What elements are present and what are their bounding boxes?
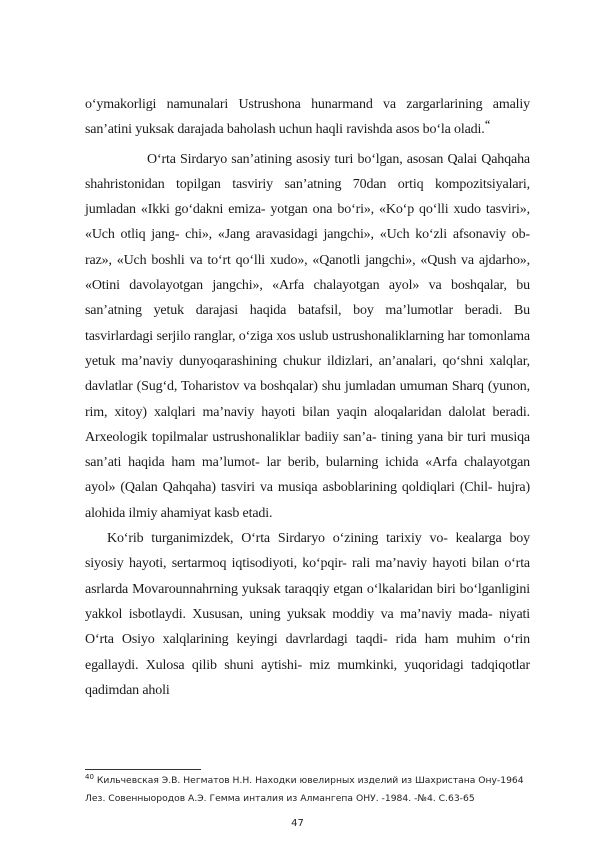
paragraph-3: Ko‘rib turganimizdek, O‘rta Sirdaryo o‘zining tarixiy vo- kealarga boy siyosiy hayoti, sertarmoq iqtisodiyoti, ko‘pqir- rali ma’naviy hayoti bilan o‘rta asrlarda Movarounnahrning yuksak taraqqiy etgan o‘lkalaridan biri bo‘lganligini yakkol isbotlaydi. Xususan, uning yuksak moddiy va ma’naviy mada- niyati O‘rta Osiyo xalqlarining keyingi davrlardagi taqdi- rida ham muhim o‘rin egallaydi. Xulosa qilib shuni aytishi- miz mumkinki, yuqoridagi tadqiqotlar qadimdan aholi — [85, 531, 530, 698]
footnote-number: 40 — [85, 772, 94, 781]
footnote-line-2: Лез. Совенныородов А.Э. Гемма инталия из Алмангепа ОНУ. -1984. -№4. С.63-65 — [85, 793, 475, 804]
footnote — [85, 772, 545, 808]
footnote-line-1 — [85, 772, 545, 790]
paragraph-2: O‘rta Sirdaryo san’atining asosiy turi bo‘lgan, asosan Qalai Qahqaha shahristonidan topilgan tasviriy san’atning 70dan ortiq kompozitsiyalari, jumladan «Ikki go‘dakni emiza- yotgan ona bo‘ri», «Ko‘p qo‘lli xudo tasviri», «Uch otliq jang- chi», «Jang aravasidagi jangchi», «Uch ko‘zli afsonaviy ob- raz», «Uch boshli va to‘rt qo‘lli xudo», «Qanotli jangchi», «Qush va ajdarho», «Otini davolayotgan jangchi», «Arfa chalayotgan ayol» va boshqalar, bu san’atning yetuk darajasi haqida batafsil, boy ma’lumotlar beradi. Bu tasvirlardagi serjilo ranglar, o‘ziga xos uslub ustrushonaliklarning har tomonlama yetuk ma’naviy dunyoqarashining chukur ildizlari, an’analari, qo‘shni xalqlar, davlatlar (Sug‘d, Toharistov va boshqalar) shu jumladan umuman Sharq (yunon, rim, xitoy) xalqlari ma’naviy hayoti bilan yaqin aloqalaridan dalolat beradi. Arxeologik topilmalar ustrushonaliklar badiiy san’a- tining yana bir turi musiqa san’ati haqida ham ma’lumot- lar berib, bularning ichida «Arfa chalayotgan ayol» (Qalan Qahqaha) tasviri va musiqa asboblarining qoldiqlari (Chil- hujra) alohida ilmiy ahamiyat kasb etadi. — [85, 151, 530, 521]
paragraph-1 — [85, 92, 530, 143]
paragraph-1-text: o‘ymakorligi namunalari Ustrushona hunarmand va zargarlarining amaliy san’atini yuksak darajada baholash uchun haqli ravishda asos bo‘la oladi. — [85, 97, 530, 138]
page-number: 47 — [291, 818, 304, 829]
footnote-divider — [85, 769, 201, 770]
footnote-marker[interactable]: ‘‘ — [484, 119, 491, 131]
page-body — [85, 92, 530, 703]
footnote-text-1: Кильчевская Э.В. Негматов Н.Н. Находки ювелирных изделий из Шахристана Ону-1964 — [96, 775, 524, 786]
